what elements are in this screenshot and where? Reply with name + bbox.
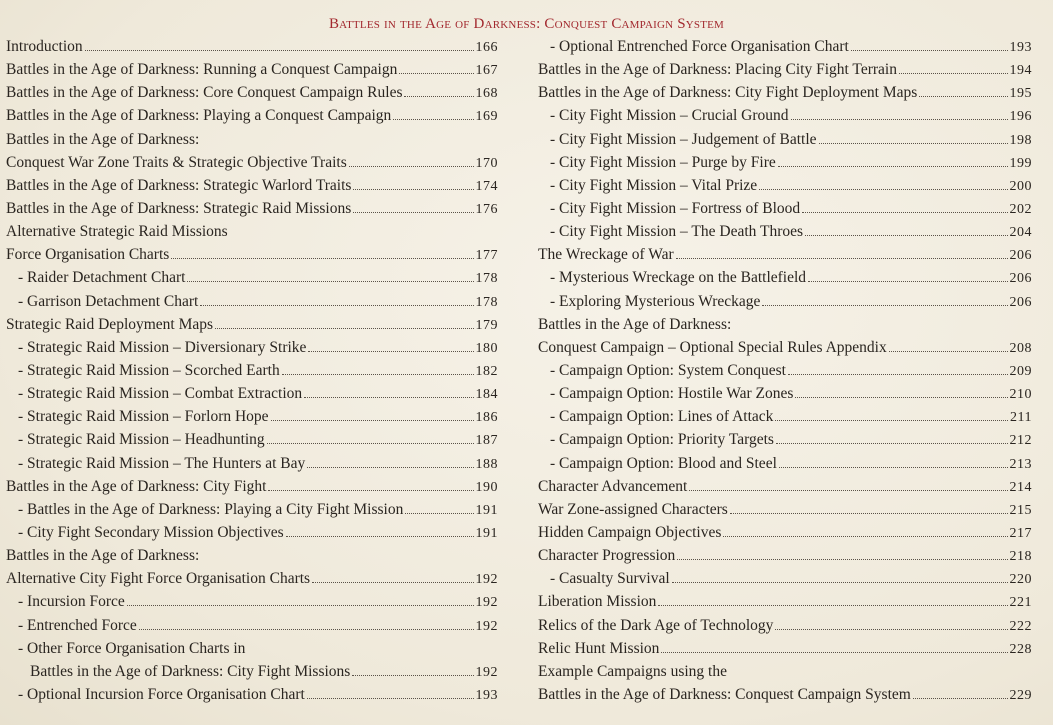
- toc-entry-label: - Other Force Organisation Charts in: [18, 639, 246, 657]
- toc-entry[interactable]: [6, 104, 498, 127]
- toc-entry-label: - Optional Incursion Force Organisation Chart: [18, 685, 305, 703]
- toc-entry-label: - Garrison Detachment Chart: [18, 292, 199, 310]
- dot-leader: [759, 188, 1007, 190]
- dot-leader: [658, 604, 1007, 606]
- dot-leader: [851, 49, 1008, 51]
- toc-entry-page-number: 212: [1009, 433, 1032, 449]
- toc-entry[interactable]: [538, 521, 1032, 544]
- toc-entry[interactable]: [6, 382, 498, 405]
- dot-leader: [676, 257, 1008, 259]
- toc-entry-label: - Strategic Raid Mission – Forlorn Hope: [18, 408, 269, 426]
- dot-leader: [919, 95, 1007, 97]
- toc-entry-label: Conquest War Zone Traits & Strategic Objective Traits: [6, 153, 347, 171]
- toc-entry-label: War Zone-assigned Characters: [538, 500, 728, 518]
- toc-entry[interactable]: [538, 544, 1032, 567]
- dot-leader: [353, 188, 473, 190]
- toc-entry-label: - City Fight Mission – Vital Prize: [550, 176, 758, 194]
- toc-entry-label: - City Fight Mission – Judgement of Battle: [550, 130, 817, 148]
- dot-leader: [282, 373, 474, 375]
- toc-entry[interactable]: [6, 243, 498, 266]
- toc-entry-label: - City Fight Secondary Mission Objectives: [18, 523, 284, 541]
- toc-entry-label: - Optional Entrenched Force Organisation Chart: [550, 38, 849, 55]
- toc-entry-page-number: 218: [1009, 549, 1032, 565]
- toc-entry[interactable]: [538, 174, 1032, 197]
- dot-leader: [127, 604, 474, 606]
- toc-entry[interactable]: [6, 660, 498, 683]
- dot-leader: [349, 165, 474, 167]
- toc-entry-label: Battles in the Age of Darkness: Strategic Warlord Traits: [6, 176, 352, 194]
- toc-entry-label: - Battles in the Age of Darkness: Playing a City Fight Mission: [18, 500, 404, 518]
- dot-leader: [779, 466, 1008, 468]
- toc-entry-page-number: 228: [1009, 641, 1032, 657]
- dot-leader: [819, 142, 1008, 144]
- toc-entry[interactable]: [6, 452, 498, 475]
- toc-entry[interactable]: [6, 313, 498, 336]
- toc-entry-label: Example Campaigns using the: [538, 662, 727, 680]
- toc-entry-label: - Campaign Option: System Conquest: [550, 361, 786, 379]
- toc-entry-label: - Strategic Raid Mission – The Hunters at Bay: [18, 454, 306, 472]
- toc-entry-page-number: 202: [1009, 201, 1032, 217]
- dot-leader: [267, 442, 474, 444]
- toc-entry[interactable]: [538, 35, 1032, 58]
- toc-entry-page-number: 221: [1009, 595, 1032, 611]
- toc-entry[interactable]: [538, 428, 1032, 451]
- toc-entry-page-number: 213: [1009, 456, 1032, 472]
- dot-leader: [404, 95, 473, 97]
- toc-entry-label: Strategic Raid Deployment Maps: [6, 315, 214, 333]
- toc-entry-label: - Campaign Option: Priority Targets: [550, 431, 774, 449]
- toc-entry-page-number: 192: [475, 664, 498, 680]
- toc-entry[interactable]: [6, 614, 498, 637]
- toc-entry[interactable]: [6, 544, 498, 567]
- toc-entry[interactable]: [6, 128, 498, 151]
- toc-entry-label: - Raider Detachment Chart: [18, 269, 186, 287]
- toc-entry-label: - Campaign Option: Blood and Steel: [550, 454, 777, 472]
- toc-entry[interactable]: [6, 359, 498, 382]
- toc-entry-page-number: 208: [1009, 340, 1032, 356]
- toc-entry-label: Battles in the Age of Darkness: City Fight Missions: [30, 662, 351, 680]
- toc-entry-label: Alternative Strategic Raid Missions: [6, 223, 228, 241]
- dot-leader: [353, 211, 473, 213]
- toc-entry-page-number: 211: [1010, 410, 1032, 426]
- toc-entry-label: Character Progression: [538, 547, 676, 565]
- toc-entry[interactable]: [6, 428, 498, 451]
- toc-entry-label: Relics of the Dark Age of Technology: [538, 616, 774, 634]
- toc-entry-label: - Campaign Option: Hostile War Zones: [550, 385, 794, 403]
- toc-entry-page-number: 214: [1009, 479, 1032, 495]
- toc-entry[interactable]: [6, 336, 498, 359]
- dot-leader: [171, 257, 473, 259]
- toc-entry-page-number: 210: [1009, 387, 1032, 403]
- toc-entry[interactable]: [538, 313, 1032, 336]
- toc-entry-page-number: 191: [475, 502, 498, 518]
- toc-entry-label: Battles in the Age of Darkness: Placing City Fight Terrain: [538, 61, 897, 79]
- toc-entry[interactable]: [538, 405, 1032, 428]
- toc-entry-page-number: 180: [475, 340, 498, 356]
- dot-leader: [802, 211, 1007, 213]
- toc-entry-label: - Strategic Raid Mission – Combat Extraction: [18, 385, 303, 403]
- toc-entry[interactable]: [6, 197, 498, 220]
- toc-entry-page-number: 198: [1009, 132, 1032, 148]
- toc-entry-page-number: 220: [1009, 572, 1032, 588]
- dot-leader: [762, 304, 1007, 306]
- dot-leader: [775, 628, 1007, 630]
- dot-leader: [661, 651, 1007, 653]
- toc-entry-label: - Campaign Option: Lines of Attack: [550, 408, 774, 426]
- toc-entry-page-number: 209: [1009, 363, 1032, 379]
- toc-entry[interactable]: [6, 220, 498, 243]
- toc-entry-label: - Strategic Raid Mission – Scorched Earth: [18, 361, 280, 379]
- toc-entry[interactable]: [538, 382, 1032, 405]
- toc-entry-page-number: 170: [475, 155, 498, 171]
- dot-leader: [795, 396, 1007, 398]
- toc-entry-label: Battles in the Age of Darkness:: [6, 130, 200, 148]
- toc-entry[interactable]: [538, 266, 1032, 289]
- toc-entry-page-number: 178: [475, 271, 498, 287]
- dot-leader: [776, 442, 1008, 444]
- toc-entry-label: - Exploring Mysterious Wreckage: [550, 292, 761, 310]
- toc-entry-label: Battles in the Age of Darkness: City Fight Deployment Maps: [538, 84, 918, 102]
- toc-entry-label: Battles in the Age of Darkness:: [538, 315, 732, 333]
- toc-entry-page-number: 176: [475, 201, 498, 217]
- toc-entry[interactable]: [6, 290, 498, 313]
- toc-entry[interactable]: [538, 590, 1032, 613]
- toc-entry[interactable]: [538, 197, 1032, 220]
- toc-entry-label: The Wreckage of War: [538, 246, 674, 264]
- dot-leader: [889, 350, 1008, 352]
- toc-entry[interactable]: [6, 81, 498, 104]
- toc-entry-label: Hidden Campaign Objectives: [538, 523, 722, 541]
- toc-entry-label: - Strategic Raid Mission – Diversionary Strike: [18, 338, 307, 356]
- toc-entry-page-number: 192: [475, 618, 498, 634]
- toc-entry-label: - Incursion Force: [18, 593, 125, 611]
- dot-leader: [85, 49, 474, 51]
- toc-entry-page-number: 188: [475, 456, 498, 472]
- toc-entry-label: - Strategic Raid Mission – Headhunting: [18, 431, 265, 449]
- toc-entry-label: Battles in the Age of Darkness:: [6, 547, 200, 565]
- toc-entry[interactable]: [6, 58, 498, 81]
- toc-entry-label: Battles in the Age of Darkness: Playing a Conquest Campaign: [6, 107, 392, 125]
- toc-entry-label: Conquest Campaign – Optional Special Rules Appendix: [538, 338, 887, 356]
- toc-entry[interactable]: [6, 498, 498, 521]
- toc-entry-page-number: 184: [475, 387, 498, 403]
- toc-entry[interactable]: [538, 104, 1032, 127]
- toc-entry-page-number: 199: [1009, 155, 1032, 171]
- toc-entry-page-number: 168: [475, 86, 498, 102]
- toc-entry[interactable]: [538, 637, 1032, 660]
- toc-entry-page-number: 193: [1009, 40, 1032, 55]
- dot-leader: [393, 118, 473, 120]
- toc-entry-page-number: 215: [1009, 502, 1032, 518]
- toc-entry[interactable]: [538, 567, 1032, 590]
- dot-leader: [139, 628, 474, 630]
- toc-entry-label: Relic Hunt Mission: [538, 639, 660, 657]
- dot-leader: [352, 674, 473, 676]
- toc-entry-page-number: 182: [475, 363, 498, 379]
- dot-leader: [200, 304, 473, 306]
- toc-entry-page-number: 179: [475, 317, 498, 333]
- toc-entry[interactable]: [538, 151, 1032, 174]
- dot-leader: [307, 697, 474, 699]
- dot-leader: [268, 489, 473, 491]
- toc-entry-label: Battles in the Age of Darkness: Strategic Raid Missions: [6, 199, 352, 217]
- toc-entry-label: - Mysterious Wreckage on the Battlefield: [550, 269, 807, 287]
- toc-entry[interactable]: [6, 266, 498, 289]
- dot-leader: [405, 512, 473, 514]
- dot-leader: [187, 280, 473, 282]
- toc-entry[interactable]: [538, 498, 1032, 521]
- toc-entry-page-number: 192: [475, 572, 498, 588]
- dot-leader: [808, 280, 1007, 282]
- toc-entry-page-number: 204: [1009, 225, 1032, 241]
- toc-entry-label: Alternative City Fight Force Organisation Charts: [6, 570, 311, 588]
- toc-entry[interactable]: [6, 35, 498, 58]
- toc-entry-label: - City Fight Mission – Crucial Ground: [550, 107, 789, 125]
- toc-entry-page-number: 196: [1009, 109, 1032, 125]
- toc-entry[interactable]: [6, 590, 498, 613]
- toc-entry[interactable]: [6, 405, 498, 428]
- toc-entry-label: Battles in the Age of Darkness: Conquest Campaign System: [538, 685, 911, 703]
- dot-leader: [778, 165, 1008, 167]
- toc-entry[interactable]: [538, 359, 1032, 382]
- dot-leader: [312, 581, 473, 583]
- toc-entry[interactable]: [538, 660, 1032, 683]
- toc-entry[interactable]: [538, 220, 1032, 243]
- toc-entry-page-number: 177: [475, 248, 498, 264]
- toc-entry[interactable]: [6, 521, 498, 544]
- toc-entry-page-number: 200: [1009, 178, 1032, 194]
- toc-entry-page-number: 222: [1009, 618, 1032, 634]
- toc-entry[interactable]: [538, 683, 1032, 706]
- toc-entry-label: - Entrenched Force: [18, 616, 137, 634]
- toc-left-column: [6, 35, 498, 706]
- dot-leader: [723, 535, 1007, 537]
- toc-entry[interactable]: [538, 336, 1032, 359]
- toc-entry-page-number: 206: [1009, 294, 1032, 310]
- page-title: Battles in the Age of Darkness: Conquest Campaign System: [328, 16, 725, 32]
- toc-entry-label: Battles in the Age of Darkness: Running a Conquest Campaign: [6, 61, 398, 79]
- toc-entry-page-number: 178: [475, 294, 498, 310]
- toc-entry[interactable]: [538, 128, 1032, 151]
- toc-entry-page-number: 217: [1009, 525, 1032, 541]
- dot-leader: [677, 558, 1007, 560]
- toc-entry-label: - Casualty Survival: [550, 570, 670, 588]
- toc-entry-label: Introduction: [6, 38, 83, 55]
- toc-entry-label: - City Fight Mission – Purge by Fire: [550, 153, 776, 171]
- dot-leader: [805, 234, 1007, 236]
- toc-entry[interactable]: [538, 614, 1032, 637]
- toc-entry[interactable]: [6, 683, 498, 706]
- toc-entry-page-number: 192: [475, 595, 498, 611]
- dot-leader: [215, 327, 473, 329]
- dot-leader: [286, 535, 474, 537]
- dot-leader: [307, 466, 473, 468]
- toc-entry-page-number: 206: [1009, 271, 1032, 287]
- toc-entry[interactable]: [538, 290, 1032, 313]
- dot-leader: [913, 697, 1008, 699]
- dot-leader: [399, 72, 473, 74]
- toc-entry-page-number: 191: [475, 525, 498, 541]
- toc-entry-page-number: 206: [1009, 248, 1032, 264]
- toc-entry-label: Character Advancement: [538, 477, 688, 495]
- toc-entry[interactable]: [6, 174, 498, 197]
- dot-leader: [730, 512, 1008, 514]
- toc-entry-page-number: 190: [475, 479, 498, 495]
- toc-entry-label: - City Fight Mission – The Death Throes: [550, 223, 804, 241]
- toc-entry-label: Liberation Mission: [538, 593, 657, 611]
- toc-entry-page-number: 195: [1009, 86, 1032, 102]
- toc-entry-page-number: 167: [475, 63, 498, 79]
- toc-entry[interactable]: [6, 567, 498, 590]
- dot-leader: [899, 72, 1008, 74]
- toc-entry-page-number: 229: [1009, 687, 1032, 703]
- toc-entry[interactable]: [6, 151, 498, 174]
- toc-entry[interactable]: [538, 475, 1032, 498]
- toc-right-column: [538, 35, 1032, 706]
- toc-entry-page-number: 166: [475, 40, 498, 55]
- toc-entry-page-number: 187: [475, 433, 498, 449]
- toc-entry[interactable]: [538, 81, 1032, 104]
- toc-entry-page-number: 186: [475, 410, 498, 426]
- toc-entry-label: - City Fight Mission – Fortress of Blood: [550, 199, 801, 217]
- dot-leader: [271, 419, 474, 421]
- dot-leader: [788, 373, 1008, 375]
- toc-entry-label: Force Organisation Charts: [6, 246, 170, 264]
- dot-leader: [791, 118, 1008, 120]
- dot-leader: [689, 489, 1007, 491]
- toc-entry-page-number: 174: [475, 178, 498, 194]
- toc-entry[interactable]: [6, 475, 498, 498]
- dot-leader: [775, 419, 1008, 421]
- toc-entry[interactable]: [538, 58, 1032, 81]
- toc-entry-label: Battles in the Age of Darkness: Core Conquest Campaign Rules: [6, 84, 403, 102]
- toc-entry-page-number: 194: [1009, 63, 1032, 79]
- toc-entry-page-number: 169: [475, 109, 498, 125]
- toc-entry[interactable]: [6, 637, 498, 660]
- dot-leader: [304, 396, 473, 398]
- toc-entry[interactable]: [538, 452, 1032, 475]
- toc-entry[interactable]: [538, 243, 1032, 266]
- dot-leader: [308, 350, 473, 352]
- toc-entry-page-number: 193: [475, 687, 498, 703]
- dot-leader: [672, 581, 1008, 583]
- toc-entry-label: Battles in the Age of Darkness: City Fight: [6, 477, 267, 495]
